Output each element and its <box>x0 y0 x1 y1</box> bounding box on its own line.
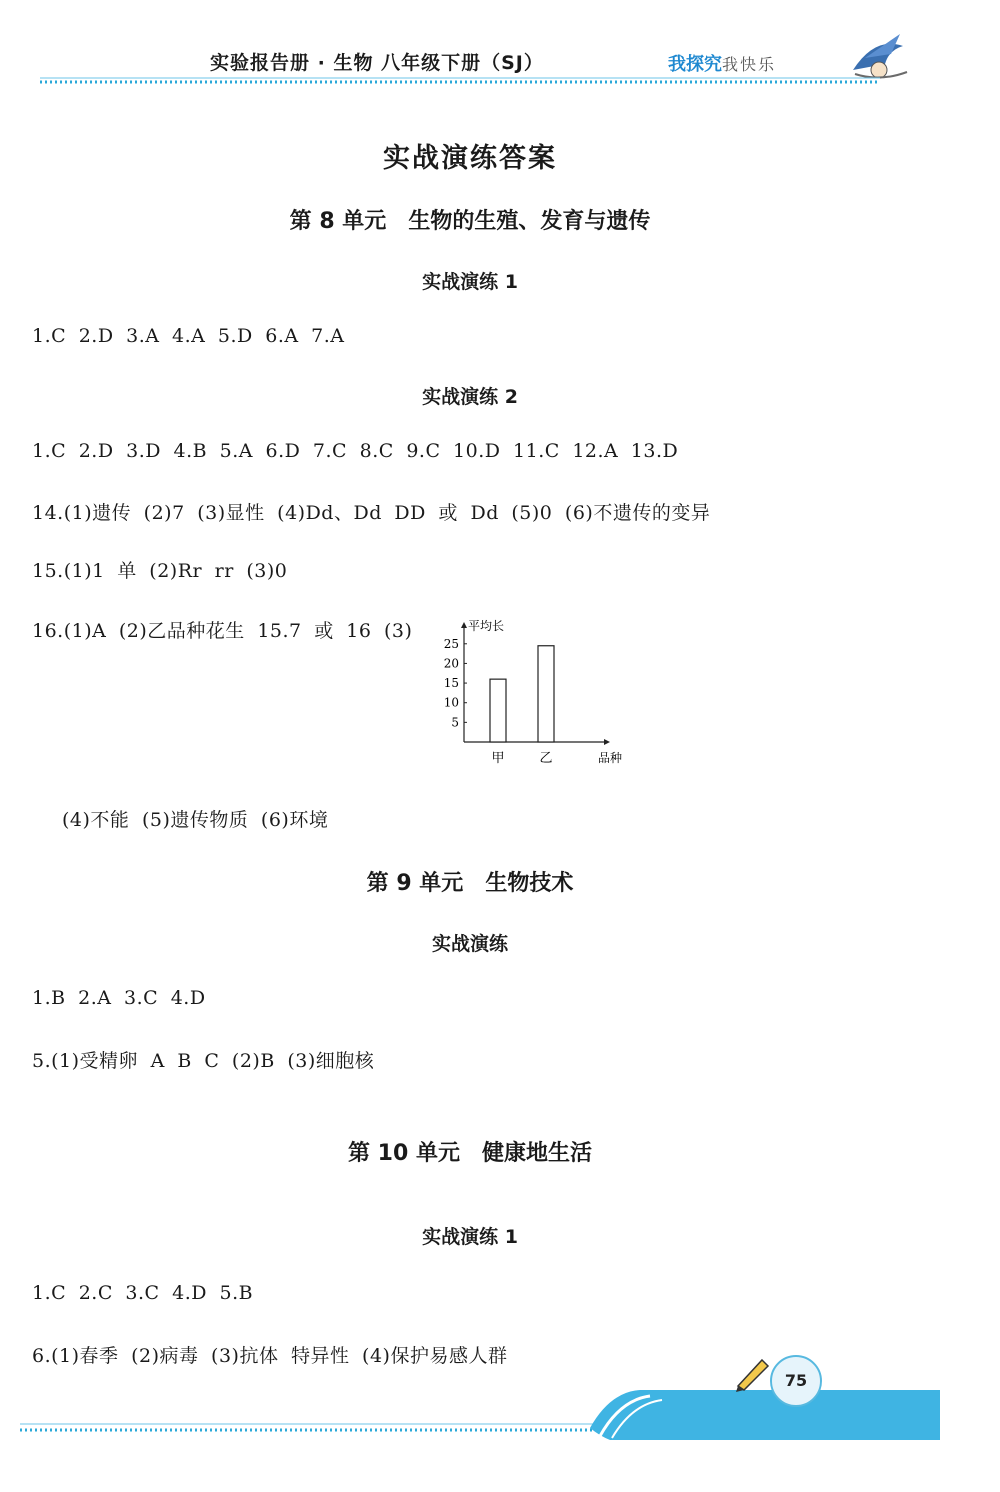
y-tick-label: 10 <box>443 695 459 710</box>
y-axis-label: 平均长 <box>468 619 505 633</box>
bar-1 <box>490 679 506 742</box>
unit8-title: 第 8 单元 <box>289 209 387 234</box>
header-title: 实验报告册 · 生物 八年级下册（SJ） <box>210 52 544 74</box>
unit9-heading <box>0 866 940 897</box>
unit8-q15: 15.(1)1 单 (2)Rr rr (3)0 <box>32 560 288 582</box>
wizard-mascot-icon <box>845 28 915 83</box>
header-divider <box>40 77 880 85</box>
y-tick-label: 20 <box>443 656 459 671</box>
unit9-q5: 5.(1)受精卵 A B C (2)B (3)细胞核 <box>32 1050 375 1072</box>
unit8-subtitle: 生物的生殖、发育与遗传 <box>408 209 651 234</box>
y-axis-arrow <box>461 622 467 628</box>
unit10-sec1-heading: 实战演练 1 <box>422 1226 518 1248</box>
unit8-sec1-answers: 1.C 2.D 3.A 4.A 5.D 6.A 7.A <box>32 325 345 347</box>
page-title: 实战演练答案 <box>383 143 557 174</box>
unit10-answers: 1.C 2.C 3.C 4.D 5.B <box>32 1282 254 1304</box>
unit10-title: 第 10 单元 <box>348 1141 460 1166</box>
unit9-sec-heading: 实战演练 <box>431 933 508 955</box>
page-number: 75 <box>770 1355 822 1407</box>
unit8-q16: 16.(1)A (2)乙品种花生 15.7 或 16 (3) <box>32 620 413 642</box>
unit9-subtitle: 生物技术 <box>485 871 574 896</box>
footer-decoration <box>0 1380 1000 1490</box>
unit8-sec1-heading: 实战演练 1 <box>422 271 518 293</box>
unit9-title: 第 9 单元 <box>366 871 464 896</box>
bar-2 <box>538 646 554 742</box>
x-axis-arrow <box>604 739 610 745</box>
y-tick-label: 25 <box>443 636 459 651</box>
unit8-sec2-answers: 1.C 2.D 3.D 4.B 5.A 6.D 7.C 8.C 9.C 10.D 11.C 12.A 13.D <box>32 440 679 462</box>
unit8-heading <box>0 204 940 235</box>
brand-logo <box>668 50 776 76</box>
unit8-q16-cont: (4)不能 (5)遗传物质 (6)环境 <box>62 809 329 831</box>
unit8-sec2-heading: 实战演练 2 <box>422 386 518 408</box>
unit10-heading <box>0 1136 940 1167</box>
unit10-subtitle: 健康地生活 <box>481 1141 592 1166</box>
unit10-q6: 6.(1)春季 (2)病毒 (3)抗体 特异性 (4)保护易感人群 <box>32 1345 508 1367</box>
y-tick-label: 15 <box>443 676 459 691</box>
x-axis-label: 品种 <box>598 751 623 765</box>
pencil-icon <box>732 1352 772 1392</box>
x-category-label: 乙 <box>539 751 553 766</box>
bar-chart <box>436 612 623 772</box>
x-category-label: 甲 <box>491 751 505 766</box>
unit9-answers: 1.B 2.A 3.C 4.D <box>32 987 206 1009</box>
y-tick-label: 5 <box>451 715 459 730</box>
brand-text-b: 我快乐 <box>722 55 777 74</box>
brand-text-a: 我探究 <box>668 54 722 75</box>
unit8-q14: 14.(1)遗传 (2)7 (3)显性 (4)Dd、Dd DD 或 Dd (5)0 (6)不遗传的变异 <box>32 502 711 524</box>
